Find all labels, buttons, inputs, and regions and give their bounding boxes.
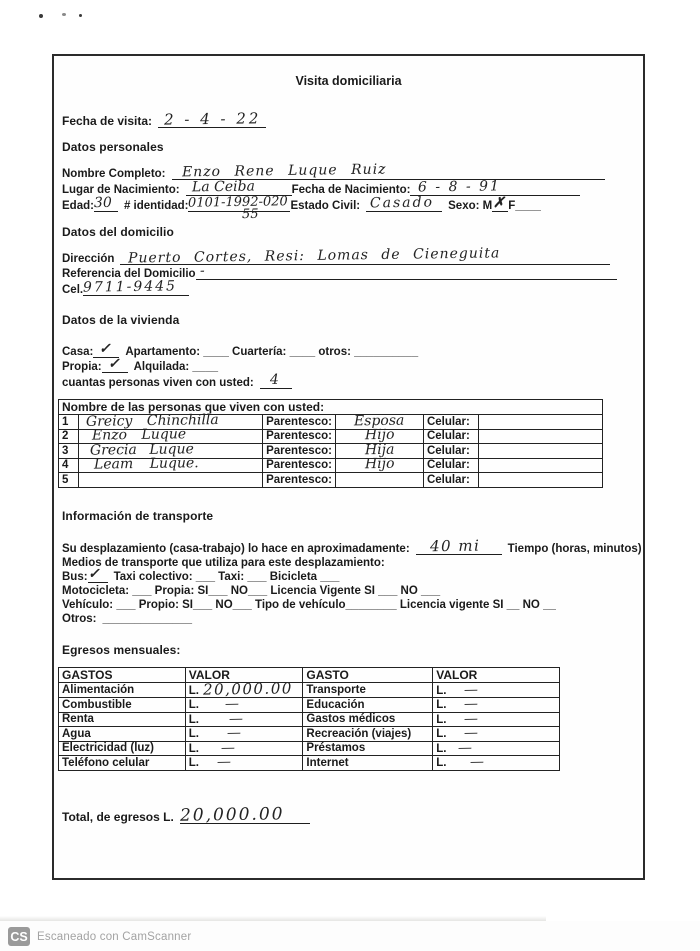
sexo-f-label: F (508, 200, 516, 212)
propia-line-rest: Alquilada: ____ (133, 361, 218, 373)
otros-label: Otros: (62, 613, 97, 625)
medios-label: Medios de transporte que utiliza para este desplazamiento: (62, 557, 385, 569)
currency-label: L. (188, 757, 199, 770)
table-row (59, 741, 560, 756)
camscanner-footer-text: Escaneado con CamScanner (37, 931, 192, 943)
lugar-nacimiento-label: Lugar de Nacimiento: (62, 184, 180, 196)
total-line (62, 804, 635, 824)
valor-value: — (216, 754, 232, 771)
desplazamiento-line (62, 536, 642, 556)
valor-value: — (226, 725, 242, 742)
col-header-valor2: VALOR (433, 668, 560, 683)
fecha-visita-blank (158, 109, 266, 129)
valor-value: — (228, 710, 244, 727)
currency-label: L. (188, 685, 199, 697)
scan-speck (62, 13, 66, 16)
datos-vivienda-heading: Datos de la vivienda (62, 313, 180, 327)
datos-vivienda-block (62, 342, 635, 389)
nombre-completo-label: Nombre Completo: (62, 168, 166, 180)
motocicleta-line (62, 583, 635, 597)
transporte-heading: Información de transporte (62, 509, 214, 523)
scan-speck (79, 14, 82, 17)
person-name: Greicy Chinchilla (86, 411, 219, 430)
gasto-label: Combustible (59, 698, 186, 713)
nombre-completo-blank (172, 161, 606, 181)
persons-table-title: Nombre de las personas que viven con usted: (59, 400, 603, 415)
nombre-completo-line (62, 161, 635, 181)
form-title: Visita domiciliaria (295, 74, 402, 88)
row-number: 2 (59, 429, 79, 444)
edad-identidad-line (62, 194, 635, 223)
estado-civil-blank (366, 194, 442, 212)
desplazamiento-suffix: Tiempo (horas, minutos) (507, 543, 642, 555)
vehiculo-line-text: Vehículo: ___ Propio: SI___ NO___ Tipo de vehículo________ Licencia vigente SI __ NO __ (62, 599, 556, 611)
nombre-completo-value: Enzo Rene Luque Ruiz (181, 161, 387, 181)
desplazamiento-blank (416, 536, 502, 556)
medios-line (62, 555, 635, 569)
scan-speck (39, 14, 43, 18)
currency-label: L. (188, 742, 199, 755)
table-row (59, 458, 603, 473)
datos-personales-block (62, 161, 635, 223)
egresos-header-row (59, 668, 560, 683)
parentesco-value: Hija (364, 441, 395, 458)
identidad-blank (188, 194, 290, 223)
vehiculo-line (62, 597, 635, 611)
fecha-nacimiento-blank (410, 178, 580, 196)
otros-line (62, 611, 635, 625)
referencia-line (62, 262, 635, 281)
cel-blank (82, 277, 189, 296)
parentesco-value: Hijo (364, 456, 395, 473)
fecha-visita-line (62, 108, 635, 128)
parentesco-label: Parentesco: (263, 473, 335, 488)
desplazamiento-label: Su desplazamiento (casa-trabajo) lo hace en aproximadamente: (62, 543, 410, 555)
celular-label: Celular: (423, 458, 478, 473)
table-row (59, 756, 560, 771)
person-name: Leam Luque. (94, 455, 199, 473)
form-sheet (52, 54, 645, 880)
valor-value: — (470, 754, 485, 771)
valor-value: — (224, 696, 240, 713)
parentesco-label: Parentesco: (263, 444, 335, 459)
currency-label: L. (436, 713, 447, 726)
gasto-label: Educación (303, 698, 433, 713)
gasto-label: Alimentación (59, 683, 186, 698)
direccion-blank (120, 244, 610, 267)
person-name: Grecia Luque (90, 440, 195, 459)
table-row (59, 698, 560, 713)
valor-value: — (464, 681, 479, 698)
celular-label: Celular: (423, 429, 478, 444)
parentesco-label: Parentesco: (263, 415, 335, 430)
table-row (59, 683, 560, 698)
camscanner-logo: CS (8, 927, 30, 946)
valor-value: — (464, 696, 479, 713)
bus-checkmark: ✓ (87, 565, 100, 583)
valor-value: — (220, 739, 236, 756)
bus-line (62, 565, 635, 583)
col-header-valor: VALOR (185, 668, 303, 683)
row-number: 4 (59, 458, 79, 473)
fecha-visita-value: 2 - 4 - 22 (163, 109, 262, 129)
currency-label: L. (436, 699, 447, 712)
gasto-label: Gastos médicos (303, 712, 433, 727)
sexo-label: Sexo: M (448, 200, 493, 212)
col-header-gastos: GASTOS (59, 668, 186, 683)
identidad-value: 0101-1992-020 (188, 194, 289, 211)
gasto-label: Agua (59, 727, 186, 742)
currency-label: L. (436, 757, 447, 770)
cel-line (62, 277, 635, 296)
personas-blank (260, 371, 292, 389)
sexo-f-blank: ____ (515, 200, 541, 212)
motocicleta-line-text: Motocicleta: ___ Propia: SI___ NO___ Licencia Vigente SI ___ NO ___ (62, 585, 441, 597)
cel-label: Cel. (62, 283, 84, 296)
table-row (59, 712, 560, 727)
gasto-label: Recreación (viajes) (303, 727, 433, 742)
propia-line (62, 355, 635, 374)
cel-value: 9711-9445 (82, 277, 178, 296)
propia-blank (102, 355, 128, 373)
currency-label: L. (188, 699, 199, 712)
egresos-heading: Egresos mensuales: (62, 643, 181, 657)
fecha-nacimiento-value: 6 - 8 - 91 (418, 178, 502, 196)
referencia-blank (196, 262, 617, 280)
edad-blank (93, 194, 118, 212)
sexo-m-blank (492, 194, 508, 212)
propia-label: Propia: (62, 361, 102, 373)
table-row (59, 473, 603, 488)
currency-label: L. (188, 713, 199, 726)
currency-label: L. (188, 728, 199, 741)
casa-label: Casa: (62, 345, 94, 358)
estado-civil-value: Casado (370, 194, 435, 212)
row-number: 5 (59, 473, 79, 488)
parentesco-label: Parentesco: (263, 429, 335, 444)
personas-line (62, 373, 635, 389)
estado-civil-label: Estado Civil: (290, 200, 361, 212)
gasto-label: Electricidad (luz) (59, 741, 186, 756)
camscanner-footer (0, 921, 700, 951)
casa-checkmark: ✓ (99, 340, 112, 357)
transporte-block (62, 536, 642, 625)
fecha-nacimiento-label: Fecha de Nacimiento: (291, 184, 411, 196)
lugar-nacimiento-line (62, 180, 635, 196)
datos-domicilio-block (62, 244, 635, 296)
egresos-table (58, 667, 560, 771)
edad-value: 30 (93, 194, 112, 212)
datos-personales-heading: Datos personales (62, 140, 164, 154)
sexo-m-mark: ✗ (493, 194, 506, 212)
lugar-nacimiento-value: La Ceiba (191, 178, 255, 196)
valor-value: — (464, 725, 479, 742)
total-label: Total, de egresos L. (62, 810, 174, 824)
person-name: Enzo Luque (92, 426, 187, 444)
casa-line (62, 342, 635, 358)
valor-value: 20,000.00 (202, 679, 293, 699)
personas-label: cuantas personas viven con usted: (62, 376, 254, 389)
otros-blank: ______________ (102, 613, 193, 625)
bus-line-rest: Taxi colectivo: ___ Taxi: ___ Bicicleta ___ (113, 571, 340, 583)
parentesco-label: Parentesco: (263, 458, 335, 473)
valor-value: — (458, 739, 473, 756)
gasto-label: Transporte (303, 683, 433, 698)
direccion-value: Puerto Cortes, Resi: Lomas de Cieneguita (128, 244, 501, 267)
personas-value: 4 (269, 371, 279, 388)
gasto-label: Teléfono celular (59, 756, 186, 771)
datos-domicilio-heading: Datos del domicilio (62, 225, 174, 239)
edad-label: Edad: (62, 200, 94, 212)
currency-label: L. (436, 684, 447, 697)
celular-label: Celular: (423, 415, 478, 430)
total-blank (179, 804, 310, 826)
gasto-label: Préstamos (303, 741, 433, 756)
referencia-label: Referencia del Domicilio (62, 268, 196, 280)
row-number: 3 (59, 444, 79, 459)
total-value: 20,000.00 (179, 804, 285, 826)
currency-label: L. (436, 728, 447, 741)
table-row (59, 727, 560, 742)
bus-label: Bus: (62, 571, 88, 583)
bus-blank (87, 565, 108, 583)
desplazamiento-value: 40 mi (429, 536, 481, 556)
row-number: 1 (59, 415, 79, 430)
identidad-label: # identidad: (123, 200, 189, 212)
currency-label: L. (436, 742, 447, 755)
parentesco-value: Esposa (353, 412, 405, 430)
celular-label: Celular: (423, 444, 478, 459)
casa-line-rest: Apartamento: ____ Cuartería: ____ otros: __________ (125, 345, 419, 358)
valor-value: — (464, 710, 479, 727)
persons-table (58, 399, 603, 488)
referencia-value: - (199, 262, 205, 280)
celular-label: Celular: (423, 473, 478, 488)
gasto-label: Renta (59, 712, 186, 727)
direccion-line (62, 244, 635, 267)
fecha-visita-label: Fecha de visita: (62, 114, 153, 128)
parentesco-value: Hijo (364, 427, 395, 444)
identidad-overflow-value: 55 (241, 206, 259, 223)
col-header-gasto: GASTO (303, 668, 433, 683)
propia-checkmark: ✓ (107, 355, 120, 373)
direccion-label: Dirección (62, 252, 115, 265)
gasto-label: Internet (303, 756, 433, 771)
